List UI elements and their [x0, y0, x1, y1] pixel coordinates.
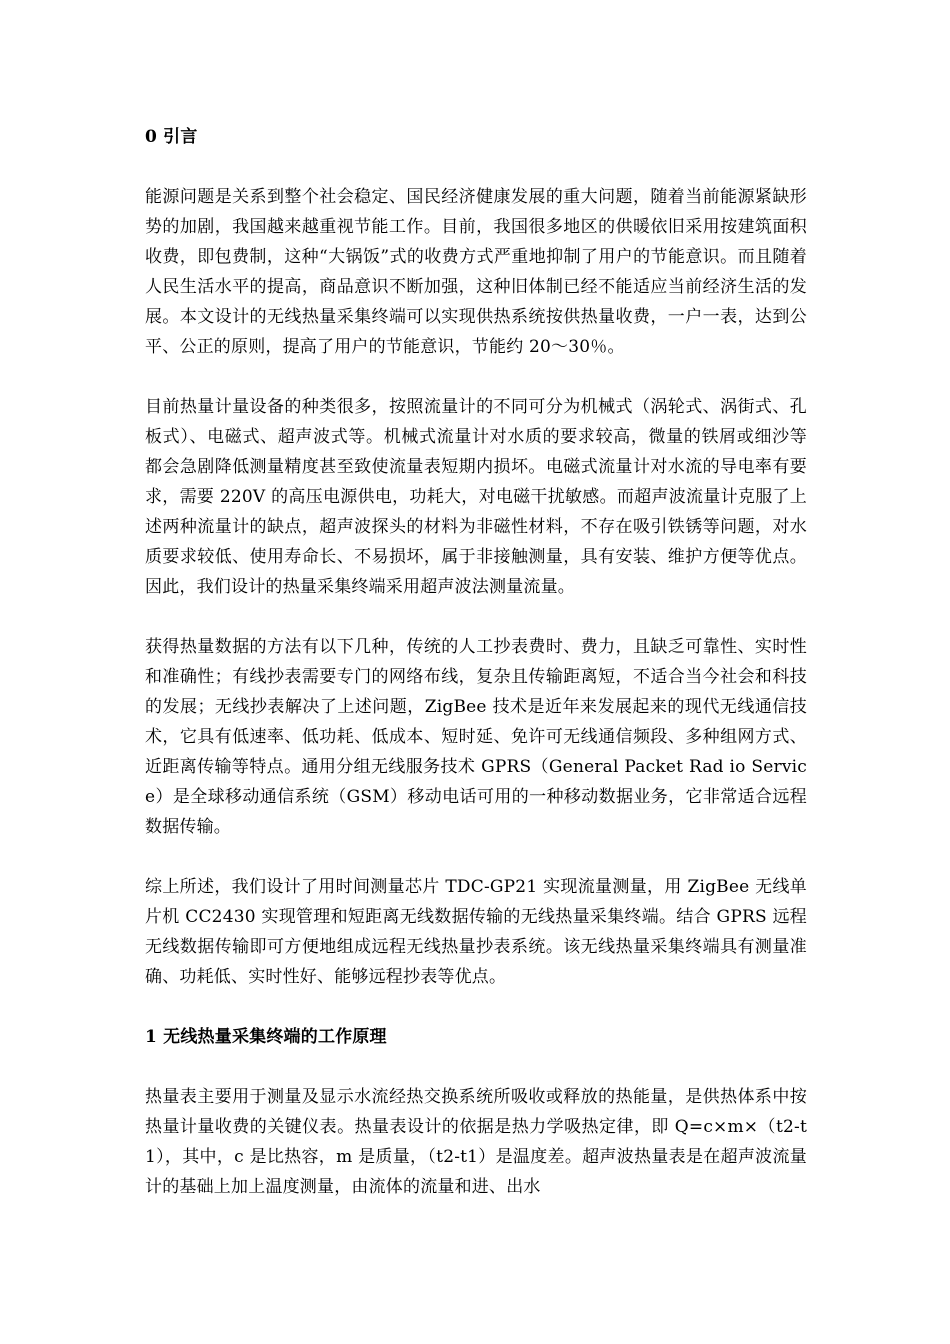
paragraph-summary: 综上所述，我们设计了用时间测量芯片 TDC-GP21 实现流量测量，用 ZigBee 无线单片机 CC2430 实现管理和短距离无线数据传输的无线热量采集终端。结合 GPRS 远程无线数据传输即可方便地组成远程无线热量抄表系统。该无线热量采集终端具有测量准确、功耗低、实时性好、能够远程抄表等优点。 [145, 877, 807, 987]
document-body [145, 122, 807, 1202]
section-heading-introduction: 0 引言 [145, 127, 198, 147]
paragraph-energy-problem: 能源问题是关系到整个社会稳定、国民经济健康发展的重大问题，随着当前能源紧缺形势的加剧，我国越来越重视节能工作。目前，我国很多地区的供暖依旧采用按建筑面积收费，即包费制，这种“大锅饭”式的收费方式严重地抑制了用户的节能意识。而且随着人民生活水平的提高，商品意识不断加强，这种旧体制已经不能适应当前经济生活的发展。本文设计的无线热量采集终端可以实现供热系统按供热量收费，一户一表，达到公平、公正的原则，提高了用户的节能意识，节能约 20～30％。 [145, 187, 807, 357]
section-heading-working-principle: 1 无线热量采集终端的工作原理 [145, 1027, 387, 1047]
section-introduction [145, 122, 807, 992]
paragraph-heat-meter-principle: 热量表主要用于测量及显示水流经热交换系统所吸收或释放的热能量，是供热体系中按热量计量收费的关键仪表。热量表设计的依据是热力学吸热定律，即 Q=c×m×（t2-t1），其中，c 是比热容，m 是质量，（t2-t1）是温度差。超声波热量表是在超声波流量计的基础上加上温度测量，由流体的流量和进、出水 [145, 1087, 807, 1197]
section-working-principle [145, 1022, 807, 1202]
paragraph-meter-reading-methods: 获得热量数据的方法有以下几种，传统的人工抄表费时、费力，且缺乏可靠性、实时性和准确性；有线抄表需要专门的网络布线，复杂且传输距离短，不适合当今社会和科技的发展；无线抄表解决了上述问题，ZigBee 技术是近年来发展起来的现代无线通信技术，它具有低速率、低功耗、低成本、短时延、免许可无线通信频段、多种组网方式、近距离传输等特点。通用分组无线服务技术 GPRS（General Packet Rad io Service）是全球移动通信系统（GSM）移动电话可用的一种移动数据业务，它非常适合远程数据传输。 [145, 637, 807, 837]
paragraph-flowmeter-types: 目前热量计量设备的种类很多，按照流量计的不同可分为机械式（涡轮式、涡街式、孔板式）、电磁式、超声波式等。机械式流量计对水质的要求较高，微量的铁屑或细沙等都会急剧降低测量精度甚至致使流量表短期内损坏。电磁式流量计对水流的导电率有要求，需要 220V 的高压电源供电，功耗大，对电磁干扰敏感。而超声波流量计克服了上述两种流量计的缺点，超声波探头的材料为非磁性材料，不存在吸引铁锈等问题，对水质要求较低、使用寿命长、不易损坏，属于非接触测量，具有安装、维护方便等优点。因此，我们设计的热量采集终端采用超声波法测量流量。 [145, 397, 807, 597]
